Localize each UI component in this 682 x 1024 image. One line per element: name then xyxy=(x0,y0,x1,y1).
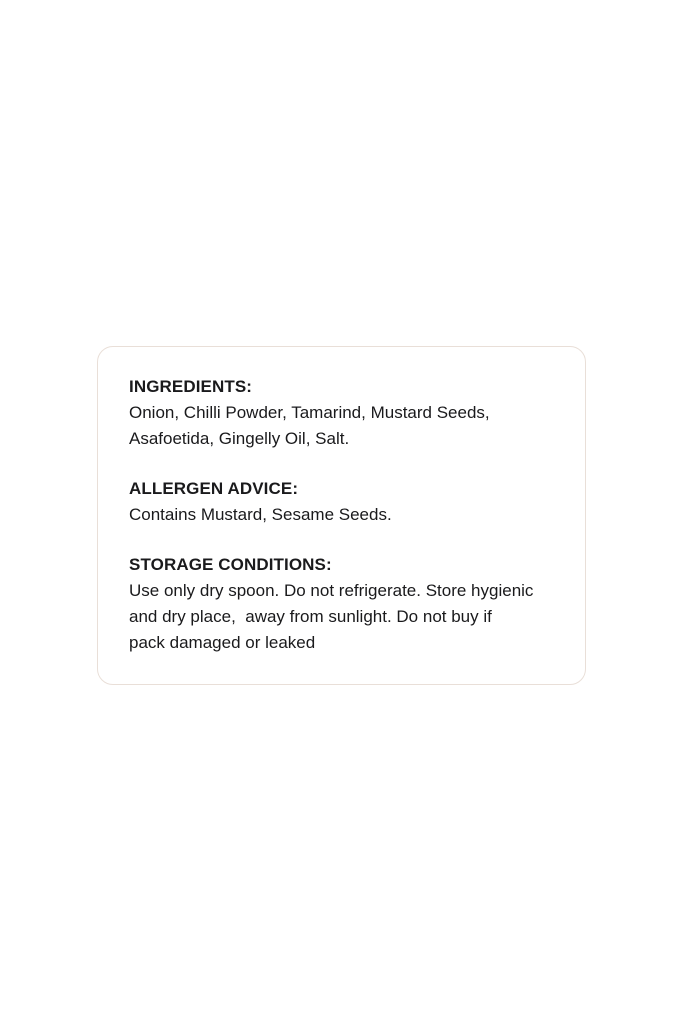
allergen-advice-text-line: Contains Mustard, Sesame Seeds. xyxy=(129,505,392,524)
section-ingredients xyxy=(129,374,557,452)
storage-conditions-text-line: Use only dry spoon. Do not refrigerate. Store hygienic xyxy=(129,581,534,600)
ingredients-heading: INGREDIENTS: xyxy=(129,377,253,396)
section-storage-conditions xyxy=(129,552,557,656)
ingredients-text-line: Onion, Chilli Powder, Tamarind, Mustard Seeds, xyxy=(129,403,490,422)
allergen-advice-heading: ALLERGEN ADVICE: xyxy=(129,479,299,498)
section-allergen-advice xyxy=(129,476,557,528)
ingredients-text-line: Asafoetida, Gingelly Oil, Salt. xyxy=(129,429,350,448)
storage-conditions-text-line: pack damaged or leaked xyxy=(129,633,316,652)
storage-conditions-heading: STORAGE CONDITIONS: xyxy=(129,555,332,574)
product-info-card xyxy=(97,346,586,685)
storage-conditions-text-line: and dry place, away from sunlight. Do not buy if xyxy=(129,607,492,626)
